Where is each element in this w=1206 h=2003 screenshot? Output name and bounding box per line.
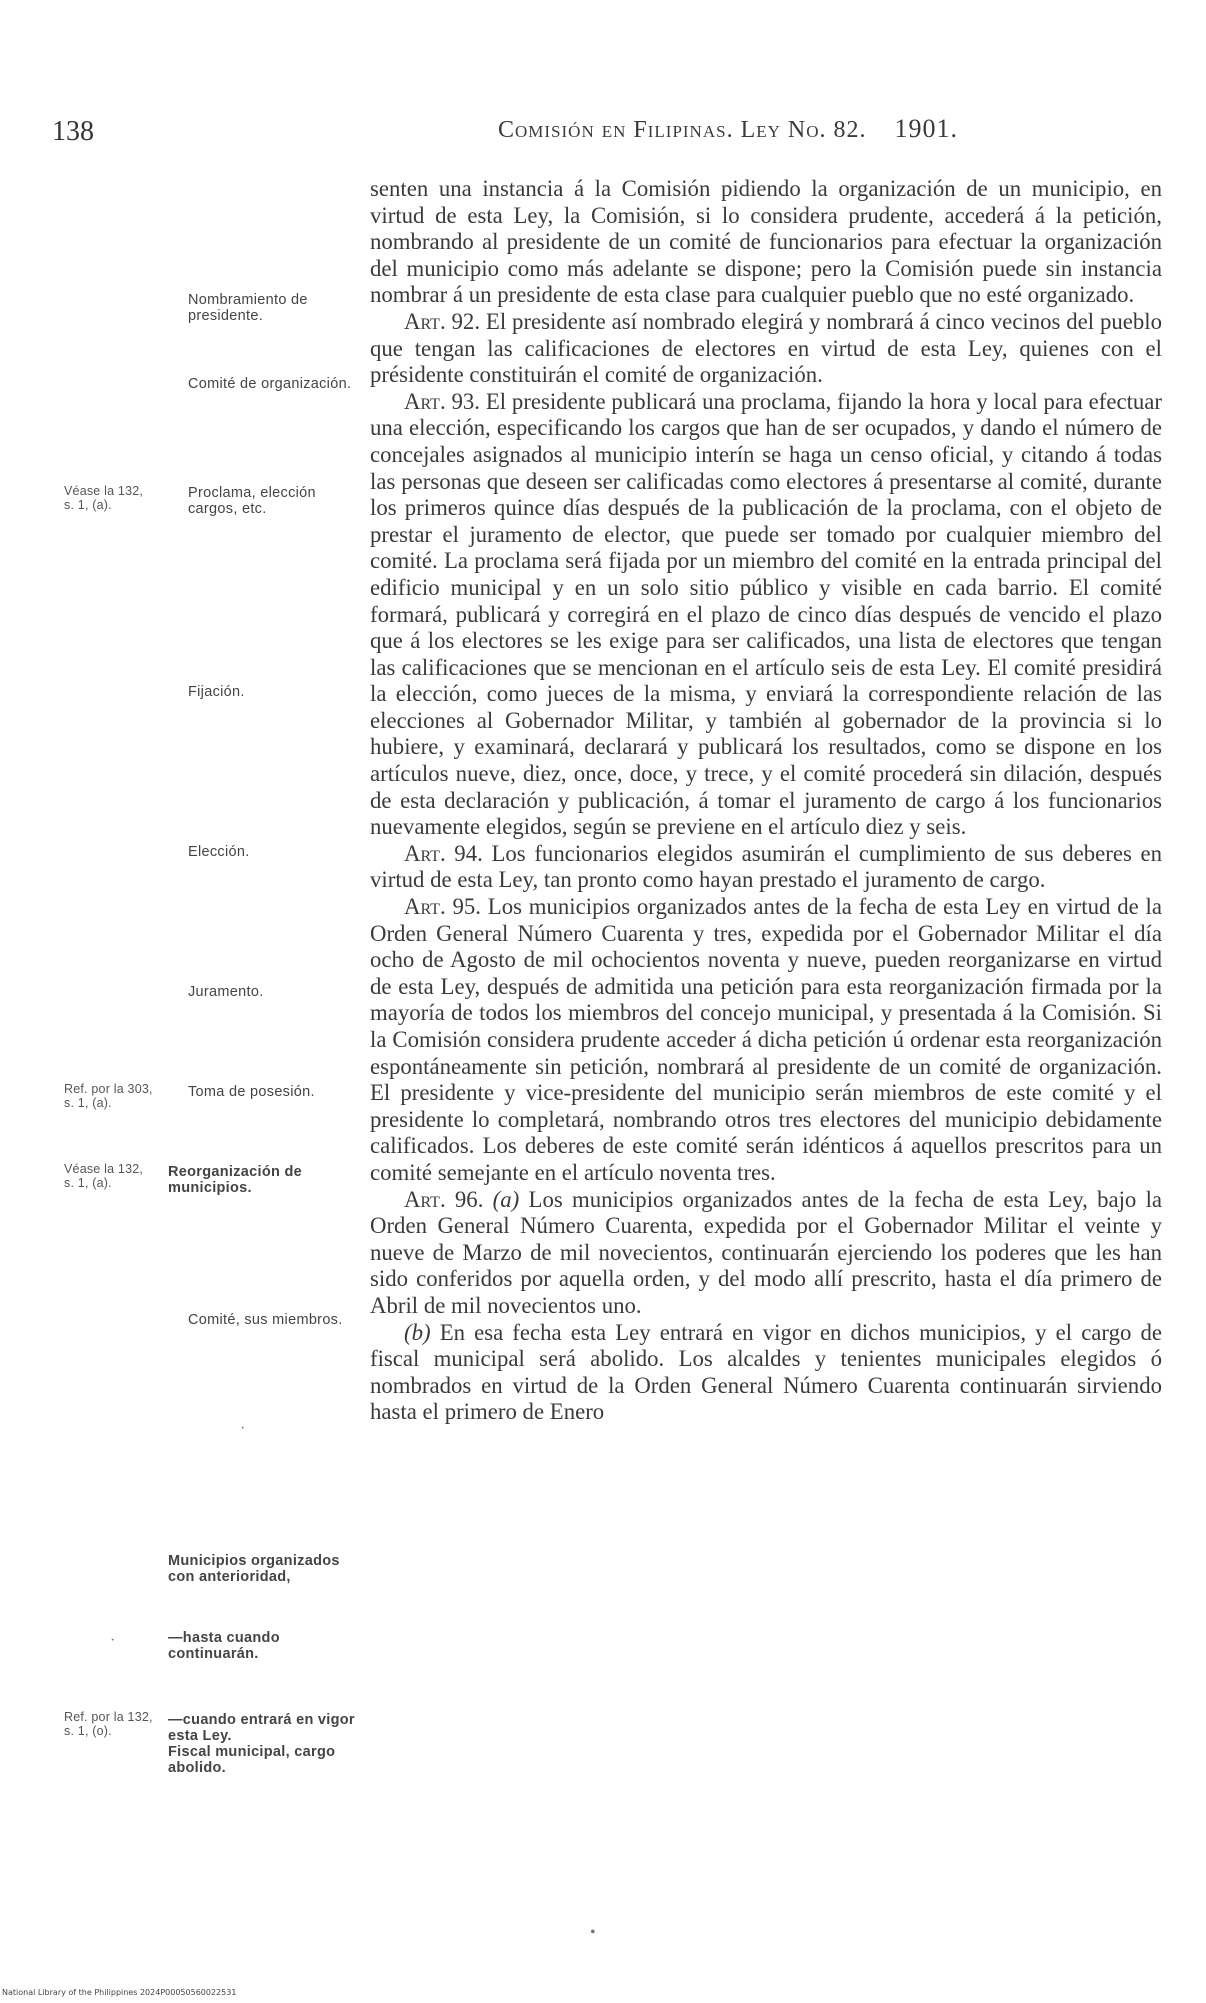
clause-marker: (a) bbox=[492, 1186, 520, 1212]
ref-note-3: Véase la 132, s. 1, (a). bbox=[64, 1162, 144, 1190]
sidenote-toma: Toma de posesión. bbox=[188, 1084, 315, 1100]
article-text: En esa fecha esta Ley entrará en vigor en dichos municipios, y el cargo de fiscal municipal será abolido. Los alcaldes y tenientes municipales elegidos ó nombrados en virtud de la Orden General Número Cuarenta continuarán sirviendo hasta el primero de Enero bbox=[370, 1319, 1163, 1425]
sidenote-fijacion: Fijación. bbox=[188, 684, 245, 700]
page-number: 138 bbox=[52, 116, 94, 147]
article-text: Los funcionarios elegidos asumirán el cumplimiento de sus deberes en virtud de esta Ley, tan pronto como hayan prestado el juramento de cargo. bbox=[370, 840, 1162, 893]
sidenote-fiscal: Fiscal municipal, cargo abolido. bbox=[168, 1744, 336, 1776]
body-text bbox=[370, 176, 1162, 1426]
paragraph-continuation: senten una instancia á la Comisión pidiendo la organización de un municipio, en virtud de esta Ley, la Comisión, si lo considera prudente, accederá á la petición, nombrando al presidente de un comité de funcionarios para efectuar la organización del municipio como más adelante se dispone; pero la Comisión puede sin instancia nombrar á un presidente de esta clase para cualquier pueblo que no esté organizado. bbox=[370, 176, 1162, 308]
clause-marker: (b) bbox=[404, 1319, 431, 1345]
article-95 bbox=[370, 894, 1162, 1187]
print-mark: · bbox=[110, 1632, 116, 1649]
article-93 bbox=[370, 389, 1162, 841]
article-label: Art. 93. bbox=[404, 388, 480, 414]
article-label: Art. 95. bbox=[404, 894, 481, 920]
sidenote-nombramiento: Nombramiento de presidente. bbox=[188, 292, 308, 324]
sidenote-reorganizacion: Reorganización de municipios. bbox=[168, 1164, 303, 1196]
footer-credit: National Library of the Philippines 2024P00050560022531 bbox=[2, 1988, 237, 1997]
running-head bbox=[498, 114, 958, 144]
article-text: El presidente así nombrado elegirá y nombrará á cinco vecinos del pueblo que tengan las calificaciones de electores en virtud de esta Ley, quienes con el présidente constituirán el comité de organización. bbox=[370, 308, 1163, 388]
ref-note-2: Ref. por la 303, s. 1, (a). bbox=[64, 1082, 153, 1110]
sidenote-cuando: —cuando entrará en vigor esta Ley. bbox=[168, 1712, 355, 1744]
print-mark: • bbox=[590, 1924, 596, 1941]
article-label: Art. 92. bbox=[404, 308, 481, 334]
article-label: Art. 96. bbox=[404, 1186, 484, 1212]
article-96-a bbox=[370, 1187, 1162, 1320]
article-text: El presidente publicará una proclama, fijando la hora y local para efectuar una elección, especificando los cargos que han de ser ocupados, y dando el número de concejales asignados al municipio interín se haga un censo oficial, y citando á todas las personas que deseen ser calificadas como electores á presentarse al comité, durante los primeros quince días después de la publicación de la proclama, con el objeto de prestar el juramento de elector, que puede ser tomado por cualquier miembro del comité. La proclama será fijada por un miembro del comité en la entrada principal del edificio municipal y en un solo sitio público y visible en cada barrio. El comité formará, publicará y corregirá en el plazo de cinco días después de vencido el plazo que á los electores se les exige para ser calificados, una lista de electores que tengan las calificaciones que se mencionan en el artículo seis de esta Ley. El comité presidirá la elección, como jueces de la misma, y enviará la correspondiente relación de las elecciones al Gobernador Militar, y también al gobernador de la provincia si lo hubiere, y examinará, declarará y publicará los resultados, como se dispone en los artículos nueve, diez, once, doce, y trece, y el comité procederá sin dilación, después de esta declaración y publicación, á tomar el juramento de cargo á los funcionarios nuevamente elegidos, según se previene en el artículo diez y seis. bbox=[370, 388, 1163, 840]
sidenote-hasta: —hasta cuando continuarán. bbox=[168, 1630, 280, 1662]
article-text: Los municipios organizados antes de la fecha de esta Ley en virtud de la Orden General Número Cuarenta y tres, expedida por el Gobernador Militar el día ocho de Agosto de mil ochocientos noventa y nueve, pueden reorganizarse en virtud de esta Ley, después de admitida una petición para esta reorganización firmada por la mayoría de todos los miembros del concejo municipal, y presentada á la Comisión. Si la Comisión considera prudente acceder á dicha petición ú ordenar esta reorganización espontáneamente sin petición, nombrará al presidente de un comité de organización. El presidente y vice-presidente del municipio serán miembros de este comité y el presidente lo completará, nombrando otros tres electores del municipio debidamente calificados. Los deberes de este comité serán idénticos á aquellos prescritos para un comité semejante en el artículo noventa tres. bbox=[370, 894, 1162, 1185]
sidenote-comite: Comité de organización. bbox=[188, 376, 352, 392]
running-head-title: Comisión en Filipinas. Ley No. 82. bbox=[498, 117, 867, 143]
sidenote-juramento: Juramento. bbox=[188, 984, 264, 1000]
running-head-year: 1901. bbox=[894, 114, 959, 143]
sidenote-proclama: Proclama, elección cargos, etc. bbox=[188, 485, 316, 517]
article-96-b bbox=[370, 1320, 1162, 1426]
article-text: Los municipios organizados antes de la fecha de esta Ley, bajo la Orden General Número Cuarenta, expedida por el Gobernador Militar el veinte y nueve de Marzo de mil novecientos, continuarán ejerciendo los poderes que les han sido conferidos por aquella orden, y del modo allí prescrito, hasta el día primero de Abril de mil novecientos uno. bbox=[370, 1186, 1163, 1318]
ref-note-4: Ref. por la 132, s. 1, (o). bbox=[64, 1710, 153, 1738]
ref-note-1: Véase la 132, s. 1, (a). bbox=[64, 484, 144, 512]
print-mark: · bbox=[240, 1420, 246, 1437]
article-94 bbox=[370, 841, 1162, 894]
sidenote-municipios: Municipios organizados con anterioridad, bbox=[168, 1553, 340, 1585]
article-label: Art. 94. bbox=[404, 840, 483, 866]
article-92 bbox=[370, 309, 1162, 389]
sidenote-eleccion: Elección. bbox=[188, 844, 250, 860]
sidenote-comite-miembros: Comité, sus miembros. bbox=[188, 1312, 343, 1328]
